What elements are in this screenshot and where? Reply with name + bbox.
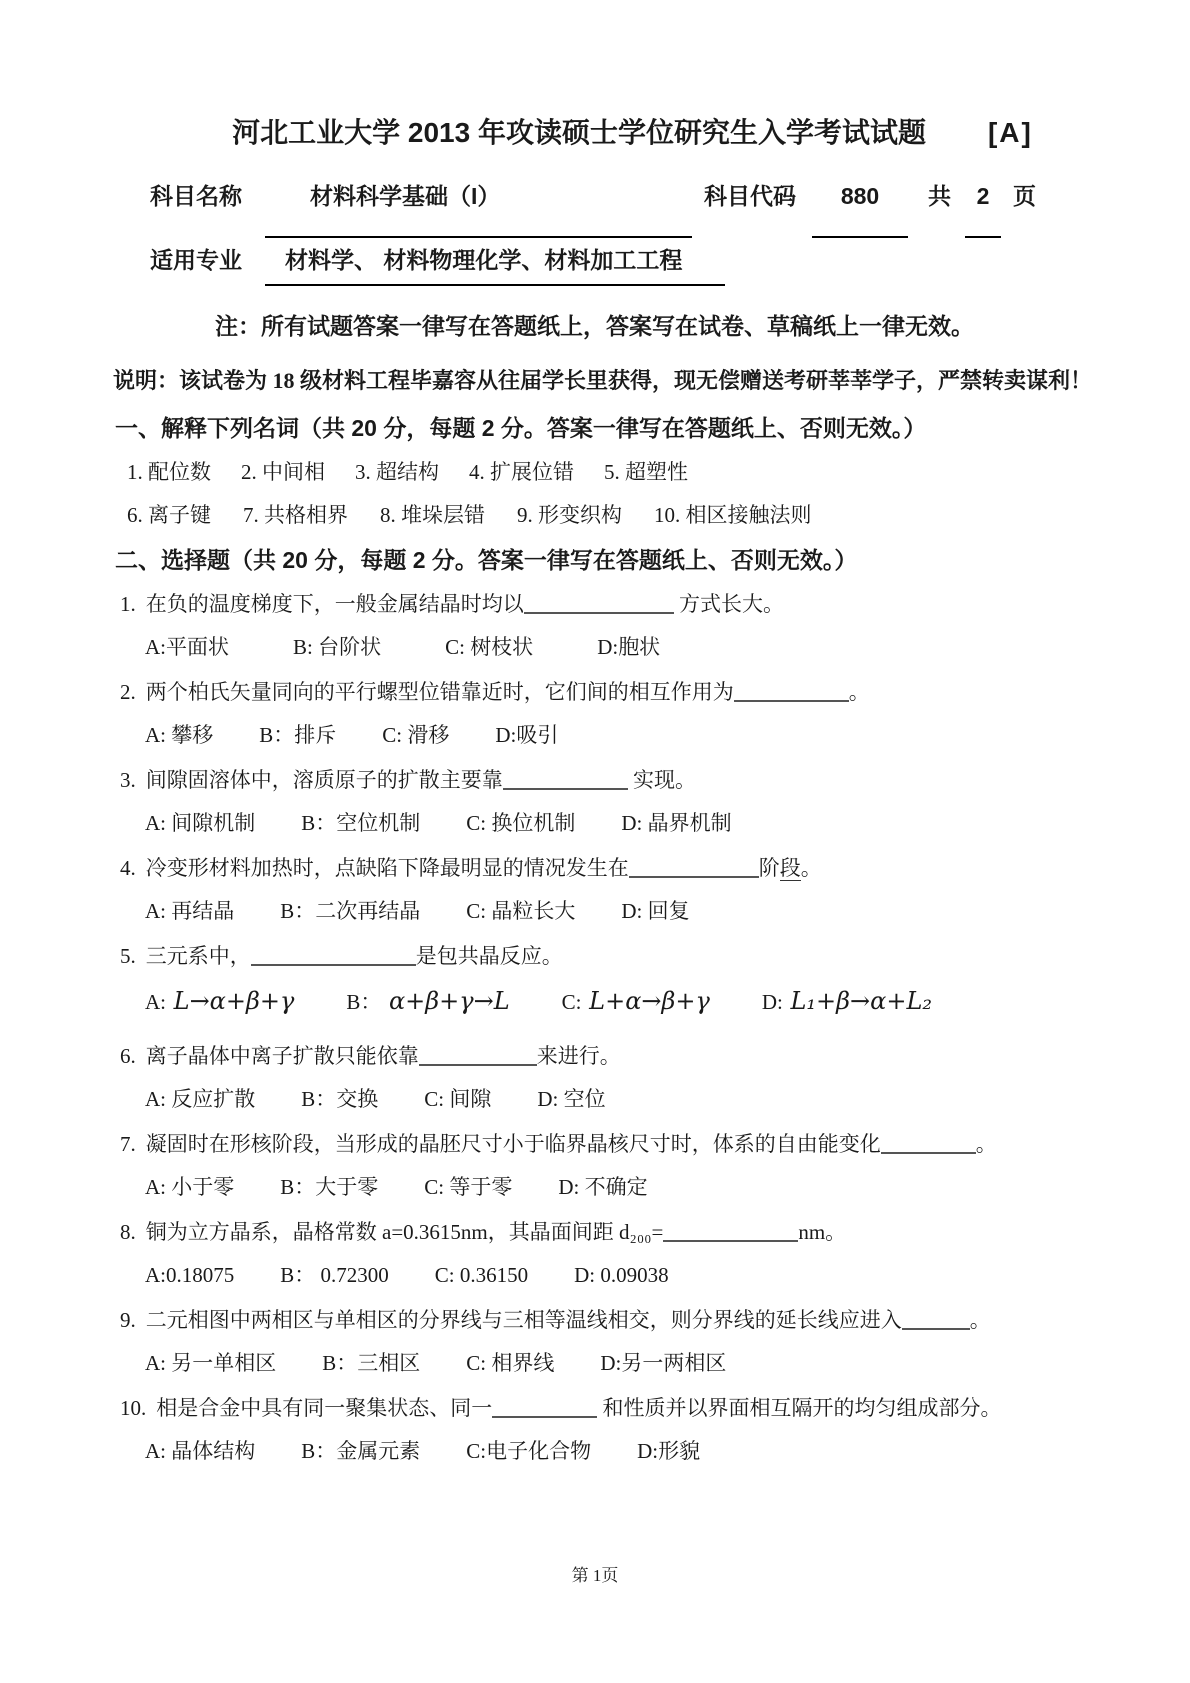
option-label: A: xyxy=(145,635,166,659)
option-b xyxy=(259,721,336,749)
option-label: C: xyxy=(434,1263,455,1287)
option-a xyxy=(145,1085,255,1113)
major-label: 适用专业 xyxy=(150,247,242,273)
option-label: B： xyxy=(259,723,295,747)
question-after-blank: 。 xyxy=(848,680,870,704)
page-title: 河北工业大学 2013 年攻读硕士学位研究生入学考试试题 xyxy=(232,117,926,148)
option-c xyxy=(382,721,449,749)
option-a xyxy=(145,897,234,925)
question-4-text xyxy=(120,854,1150,882)
option-d xyxy=(762,985,932,1018)
option-text: 间隙 xyxy=(444,1087,492,1111)
option-label: A: xyxy=(145,1175,166,1199)
option-text: 排斥 xyxy=(294,723,337,747)
question-2-options xyxy=(145,721,1150,749)
subject-form-row xyxy=(150,182,1150,238)
option-b xyxy=(322,1349,420,1377)
option-label: D: xyxy=(621,899,643,923)
question-number: 4. xyxy=(120,856,136,880)
option-a xyxy=(145,1437,255,1465)
option-d xyxy=(537,1085,605,1113)
question-number: 2. xyxy=(120,680,136,704)
option-label: A: xyxy=(145,990,166,1014)
pages-prefix-label: 共 xyxy=(928,183,951,209)
question-6-text xyxy=(120,1042,1150,1070)
term-item: 5. 超塑性 xyxy=(604,460,688,484)
term-item: 8. 堆垛层错 xyxy=(380,503,485,527)
option-text: 等于零 xyxy=(444,1175,513,1199)
question-after-blank: nm。 xyxy=(798,1220,847,1244)
option-text: 金属元素 xyxy=(336,1439,421,1463)
option-d xyxy=(597,633,660,661)
question-before-blank: 相是合金中具有同一聚集状态、同一 xyxy=(156,1396,493,1420)
option-label: A: xyxy=(145,1087,166,1111)
fill-in-blank xyxy=(524,598,674,614)
option-label: D: xyxy=(600,1351,622,1375)
option-text: 胞状 xyxy=(618,635,661,659)
question-number: 3. xyxy=(120,768,136,792)
major-form-row xyxy=(150,246,1150,286)
section-one-heading: 一、解释下列名词（共 20 分，每题 2 分。答案一律写在答题纸上、否则无效。） xyxy=(115,415,927,441)
option-text: 台阶状 xyxy=(312,635,382,659)
question-before-blank: 离子晶体中离子扩散只能依靠 xyxy=(145,1044,419,1068)
fill-in-blank xyxy=(503,774,628,790)
fill-in-blank xyxy=(492,1402,597,1418)
option-c xyxy=(562,985,710,1018)
option-c xyxy=(466,809,575,837)
paper-version-badge: [A] xyxy=(987,117,1033,148)
question-after-blank: 阶 xyxy=(758,856,780,880)
option-label: B： xyxy=(322,1351,358,1375)
exam-note: 注：所有试题答案一律写在答题纸上，答案写在试卷、草稿纸上一律无效。 xyxy=(215,313,974,339)
option-label: A: xyxy=(145,1351,166,1375)
option-text: 形貌 xyxy=(658,1439,701,1463)
question-after-blank: 。 xyxy=(975,1132,997,1156)
option-text: 另一两相区 xyxy=(621,1351,727,1375)
option-text: 吸引 xyxy=(516,723,559,747)
option-label: C: xyxy=(445,635,465,659)
pages-suffix-label: 页 xyxy=(1013,183,1036,209)
option-label: A: xyxy=(145,899,166,923)
option-text: 反应扩散 xyxy=(166,1087,256,1111)
option-label: C: xyxy=(466,811,487,835)
option-text: 相界线 xyxy=(486,1351,555,1375)
question-9-text xyxy=(120,1306,1150,1334)
option-text: 二次再结晶 xyxy=(315,899,421,923)
option-a xyxy=(145,633,229,661)
fill-in-blank xyxy=(902,1314,970,1330)
option-text: 小于零 xyxy=(166,1175,235,1199)
option-label: B： xyxy=(280,1263,316,1287)
fill-in-blank xyxy=(251,950,416,966)
question-number: 9. xyxy=(120,1308,136,1332)
question-6-options xyxy=(145,1085,1150,1113)
option-c xyxy=(466,897,575,925)
term-item: 9. 形变织构 xyxy=(517,503,622,527)
title-row xyxy=(115,116,1150,150)
option-d xyxy=(600,1349,726,1377)
option-text: 回复 xyxy=(642,899,690,923)
option-b xyxy=(301,1437,420,1465)
option-text: 树枝状 xyxy=(464,635,534,659)
option-a xyxy=(145,1349,276,1377)
option-label: B： xyxy=(280,1175,316,1199)
option-label: C: xyxy=(424,1087,445,1111)
major-value: 材料学、 材料物理化学、材料加工工程 xyxy=(265,246,725,286)
option-c xyxy=(435,1261,528,1289)
question-number: 6. xyxy=(120,1044,136,1068)
option-b xyxy=(346,985,509,1018)
question-before-blank: 冷变形材料加热时，点缺陷下降最明显的情况发生在 xyxy=(145,856,629,880)
question-before-blank: 凝固时在形核阶段，当形成的晶胚尺寸小于临界晶核尺寸时，体系的自由能变化 xyxy=(145,1132,881,1156)
option-a xyxy=(145,1261,234,1289)
option-text: 0.36150 xyxy=(454,1263,529,1287)
option-c xyxy=(424,1085,491,1113)
option-label: C: xyxy=(561,990,582,1014)
option-formula: L→α+β+γ xyxy=(166,987,295,1015)
option-label: B： xyxy=(280,899,316,923)
option-c xyxy=(424,1173,512,1201)
question-after-blank: 。 xyxy=(969,1308,991,1332)
question-before-blank: 两个柏氏矢量同向的平行螺型位错靠近时，它们间的相互作用为 xyxy=(145,680,734,704)
option-text: 间隙机制 xyxy=(166,811,256,835)
option-text: 滑移 xyxy=(402,723,450,747)
option-text: 空位机制 xyxy=(336,811,421,835)
question-7-text xyxy=(120,1130,1150,1158)
option-label: D: xyxy=(597,635,619,659)
question-number: 7. xyxy=(120,1132,136,1156)
option-text: 另一单相区 xyxy=(166,1351,277,1375)
option-text: 攀移 xyxy=(166,723,214,747)
subject-code-label: 科目代码 xyxy=(704,183,796,209)
option-label: D: xyxy=(637,1439,659,1463)
question-10-text xyxy=(120,1394,1150,1422)
option-c xyxy=(466,1349,554,1377)
option-text: 0.09038 xyxy=(595,1263,669,1287)
question-1-text xyxy=(120,590,1150,618)
question-number: 8. xyxy=(120,1220,136,1244)
question-5-options xyxy=(145,985,1150,1018)
option-d xyxy=(621,897,689,925)
question-after-blank: 是包共晶反应。 xyxy=(415,944,563,968)
option-b xyxy=(293,633,381,661)
question-after-blank: 方式长大。 xyxy=(673,592,784,616)
option-label: D: xyxy=(558,1175,580,1199)
question-number: 10. xyxy=(120,1396,147,1420)
question-2-text xyxy=(120,678,1150,706)
option-label: A: xyxy=(145,811,166,835)
page-footer: 第 1页 xyxy=(571,1566,619,1585)
question-before-blank: 三元系中， xyxy=(145,944,251,968)
option-label: D: xyxy=(761,990,783,1014)
option-b xyxy=(280,897,420,925)
option-label: A: xyxy=(145,1263,166,1287)
option-text: 三相区 xyxy=(357,1351,421,1375)
term-item: 10. 相区接触法则 xyxy=(654,503,812,527)
subject-name-label: 科目名称 xyxy=(150,183,242,209)
question-number: 5. xyxy=(120,944,136,968)
option-text: 晶界机制 xyxy=(642,811,732,835)
option-label: D: xyxy=(574,1263,596,1287)
option-text: 0.72300 xyxy=(315,1263,389,1287)
terms-row-2 xyxy=(127,501,1150,529)
option-label: B： xyxy=(346,990,382,1014)
option-label: A: xyxy=(145,1439,166,1463)
option-text: 大于零 xyxy=(315,1175,379,1199)
question-7-options xyxy=(145,1173,1150,1201)
option-label: C: xyxy=(424,1175,445,1199)
option-label: C: xyxy=(466,1351,487,1375)
option-c xyxy=(466,1437,591,1465)
question-8-text xyxy=(120,1218,1150,1246)
question-before-blank: 间隙固溶体中，溶质原子的扩散主要靠 xyxy=(145,768,503,792)
option-text: 交换 xyxy=(336,1087,379,1111)
question-10-options xyxy=(145,1437,1150,1465)
question-after-blank: 和性质并以界面相互隔开的均匀组成部分。 xyxy=(597,1396,1002,1420)
option-a xyxy=(145,809,255,837)
option-label: B： xyxy=(301,811,337,835)
option-label: C: xyxy=(466,1439,487,1463)
fill-in-blank xyxy=(663,1226,798,1242)
section-two-heading: 二、选择题（共 20 分，每题 2 分。答案一律写在答题纸上、否则无效。） xyxy=(115,547,858,573)
option-c xyxy=(445,633,533,661)
option-text: 换位机制 xyxy=(486,811,576,835)
option-text: 晶粒长大 xyxy=(486,899,576,923)
option-d xyxy=(621,809,731,837)
option-label: D: xyxy=(621,811,643,835)
pages-count-value: 2 xyxy=(965,182,1001,238)
term-item: 4. 扩展位错 xyxy=(469,460,574,484)
option-label: C: xyxy=(466,899,487,923)
subject-code-value: 880 xyxy=(812,182,908,238)
option-formula: L+α→β+γ xyxy=(581,987,710,1015)
terms-row-1 xyxy=(127,458,1150,486)
fill-in-blank xyxy=(419,1050,537,1066)
option-label: C: xyxy=(382,723,403,747)
option-d xyxy=(495,721,558,749)
option-text: 晶体结构 xyxy=(166,1439,256,1463)
option-text: 不确定 xyxy=(579,1175,648,1199)
fill-in-blank xyxy=(881,1138,976,1154)
question-1-options xyxy=(145,633,1150,661)
question-number: 1. xyxy=(120,592,136,616)
option-a xyxy=(145,985,294,1018)
term-item: 3. 超结构 xyxy=(355,460,439,484)
question-4-options xyxy=(145,897,1150,925)
option-b xyxy=(301,1085,378,1113)
term-item: 7. 共格相界 xyxy=(243,503,348,527)
option-text: 空位 xyxy=(558,1087,606,1111)
question-8-options xyxy=(145,1261,1150,1289)
question-3-text xyxy=(120,766,1150,794)
question-before-blank: 在负的温度梯度下，一般金属结晶时均以 xyxy=(145,592,524,616)
term-item: 1. 配位数 xyxy=(127,460,211,484)
option-a xyxy=(145,721,213,749)
question-3-options xyxy=(145,809,1150,837)
fill-in-blank xyxy=(629,862,759,878)
underlined-character: 段 xyxy=(779,856,801,880)
question-5-text xyxy=(120,942,1150,970)
source-statement: 说明：该试卷为 18 级材料工程毕嘉容从往届学长里获得，现无偿赠送考研莘莘学子，严禁转卖谋利！ xyxy=(113,368,1093,393)
question-before-blank: 铜为立方晶系，晶格常数 a=0.3615nm，其晶面间距 d₂₀₀= xyxy=(145,1220,664,1244)
question-after-blank: 。 xyxy=(800,856,822,880)
option-a xyxy=(145,1173,234,1201)
option-label: D: xyxy=(495,723,517,747)
option-label: B: xyxy=(293,635,313,659)
option-label: B： xyxy=(301,1087,337,1111)
question-9-options xyxy=(145,1349,1150,1377)
option-text: 再结晶 xyxy=(166,899,235,923)
option-text: 电子化合物 xyxy=(486,1439,592,1463)
option-label: A: xyxy=(145,723,166,747)
option-d xyxy=(558,1173,647,1201)
term-item: 6. 离子键 xyxy=(127,503,211,527)
option-label: B： xyxy=(301,1439,337,1463)
option-text: 平面状 xyxy=(166,635,229,659)
option-formula: L₁+β→α+L₂ xyxy=(782,987,932,1015)
option-text: 0.18075 xyxy=(166,1263,235,1287)
option-b xyxy=(301,809,420,837)
subject-name-value: 材料科学基础（I） xyxy=(265,182,692,238)
term-item: 2. 中间相 xyxy=(241,460,325,484)
option-formula: α+β+γ→L xyxy=(381,987,510,1015)
option-d xyxy=(574,1261,669,1289)
question-after-blank: 实现。 xyxy=(627,768,696,792)
fill-in-blank xyxy=(734,686,849,702)
option-d xyxy=(637,1437,700,1465)
option-b xyxy=(280,1173,378,1201)
option-b xyxy=(280,1261,389,1289)
question-before-blank: 二元相图中两相区与单相区的分界线与三相等温线相交，则分界线的延长线应进入 xyxy=(145,1308,902,1332)
question-after-blank: 来进行。 xyxy=(536,1044,621,1068)
option-label: D: xyxy=(537,1087,559,1111)
